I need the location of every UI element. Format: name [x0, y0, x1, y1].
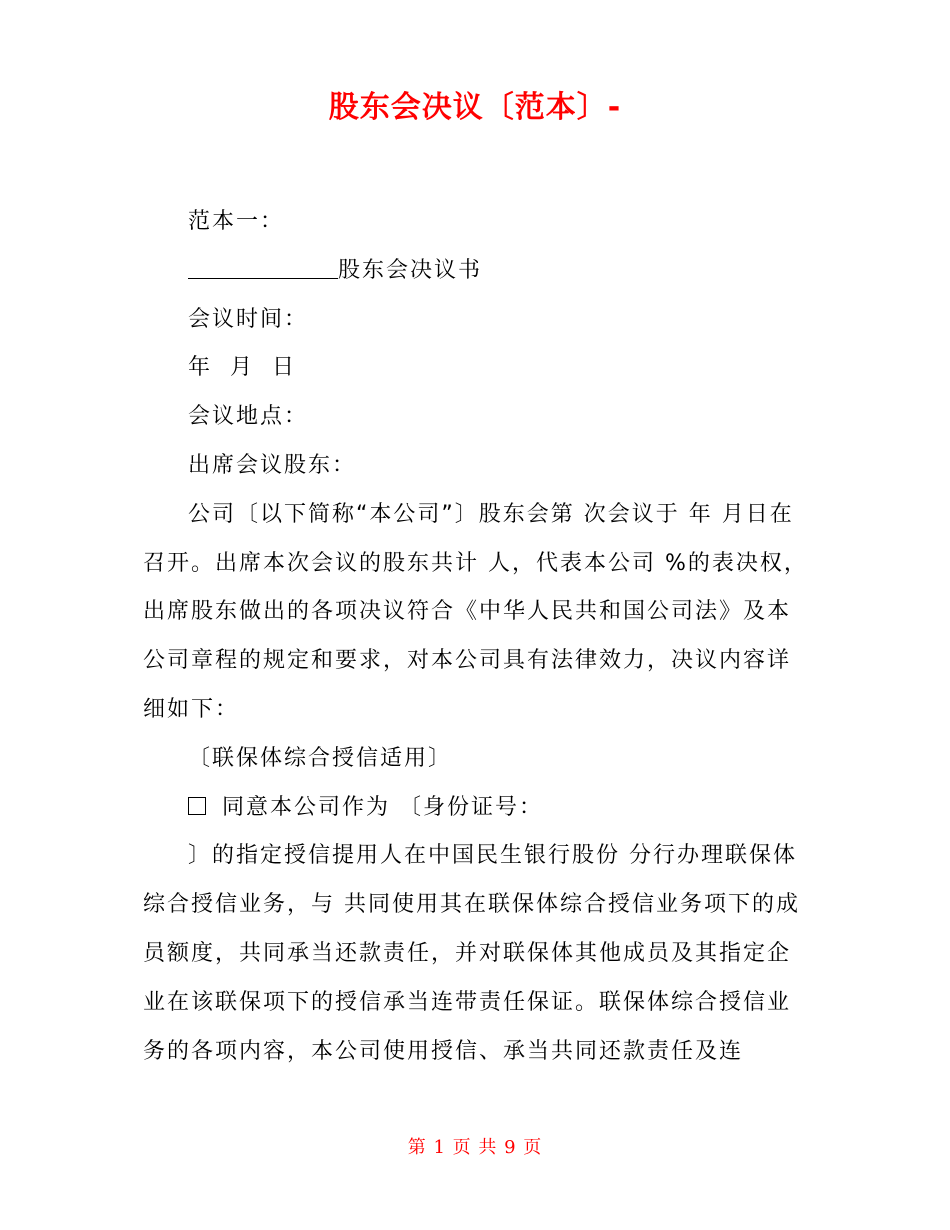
page-footer: 第 1 页 共 9 页 [407, 1137, 543, 1158]
paragraph-date: 年 月 日 [188, 355, 296, 381]
paragraph-consent [143, 784, 813, 833]
paragraph-meeting-statement: 公司〔以下简称“本公司”〕股东会第 次会议于 年 月日在 召开。出席本次会议的股东共计 人，代表本公司 %的表决权，出席股东做出的各项决议符合《中华人民共和国公司法》及本公司章程的规定和要求，对本公司具有法律效力，决议内容详细如下： [143, 501, 808, 722]
paragraph-guarantee-details: 〕的指定授信提用人在中国民生银行股份 分行办理联保体综合授信业务，与 共同使用其在联保体综合授信业务项下的成员额度，共同承当还款责任，并对联保体其他成员及其指定企业在该联保项下的授信承当连带责任保证。联保体综合授信业务的各项内容，本公司使用授信、承当共同还款责任及连 [143, 843, 800, 1064]
paragraph-guarantee-applicable: 〔联保体综合授信适用〕 [188, 745, 453, 771]
consent-text: 同意本公司作为 〔身份证号： [222, 794, 543, 820]
paragraph-attending-shareholders: 出席会议股东： [188, 452, 357, 478]
document-title: 股东会决议〔范本〕- [328, 90, 622, 125]
company-name-blank [188, 256, 338, 279]
paragraph-meeting-place: 会议地点： [188, 404, 309, 430]
paragraph-meeting-time: 会议时间： [188, 306, 309, 332]
paragraph-template-label: 范本一： [188, 209, 285, 234]
paragraph-resolution-heading [143, 247, 813, 296]
document-body [143, 198, 813, 1076]
checkbox-icon [188, 797, 206, 815]
resolution-heading-text: 股东会决议书 [338, 257, 483, 283]
